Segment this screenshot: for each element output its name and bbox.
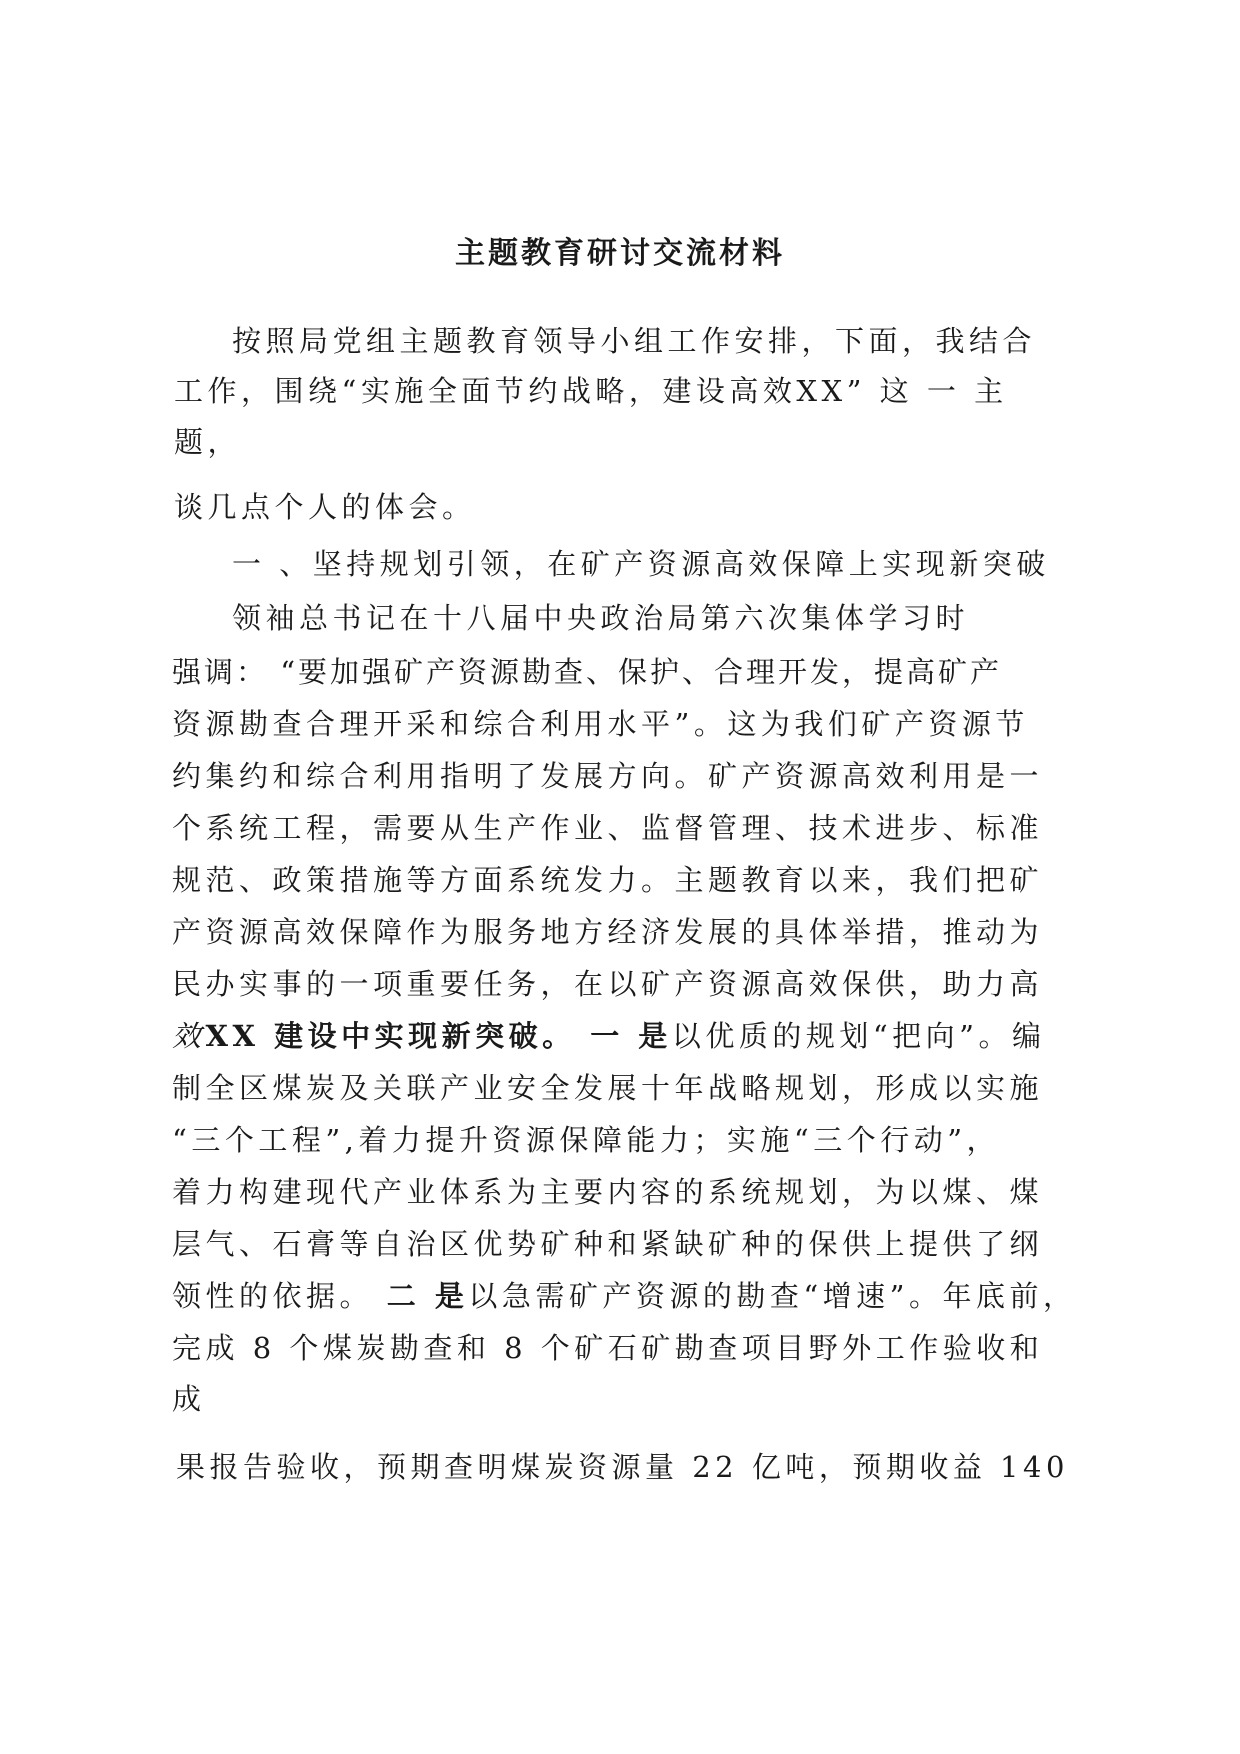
paragraph-line: 制全区煤炭及关联产业安全发展十年战略规划，形成以实施: [172, 1071, 1044, 1105]
paragraph-line: 资源勘查合理开采和综合利用水平”。这为我们矿产资源节: [172, 707, 1029, 741]
paragraph-line: 个系统工程，需要从生产作业、监督管理、技术进步、标准: [172, 811, 1044, 845]
text-run: 以优质的规划“把向”。编: [671, 1019, 1046, 1053]
paragraph-line: 产资源高效保障作为服务地方经济发展的具体举措，推动为: [172, 915, 1044, 949]
bold-text-run: 二 是: [386, 1279, 469, 1313]
paragraph-line: 着力构建现代产业体系为主要内容的系统规划，为以煤、煤: [172, 1175, 1044, 1209]
text-run: 以急需矿产资源的勘查“增速”。年底前，: [468, 1279, 1077, 1313]
paragraph-line: 强调： “要加强矿产资源勘查、保护、合理开发，提高矿产: [172, 655, 1003, 689]
paragraph-line: 题，: [174, 425, 242, 459]
bold-text-run: XX 建设中实现新突破。 一 是: [205, 1019, 672, 1053]
paragraph-line: 层气、石膏等自治区优势矿种和紧缺矿种的保供上提供了纲: [172, 1227, 1044, 1261]
paragraph-line: 规范、政策措施等方面系统发力。主题教育以来，我们把矿: [172, 863, 1044, 897]
page-title: 主题教育研讨交流材料: [455, 236, 785, 271]
paragraph-line: 约集约和综合利用指明了发展方向。矿产资源高效利用是一: [172, 759, 1044, 793]
paragraph-line: 完成 8 个煤炭勘查和 8 个矿石矿勘查项目野外工作验收和: [172, 1331, 1044, 1365]
paragraph-line: 成: [172, 1382, 206, 1416]
paragraph-line: “三个工程”,着力提升资源保障能力；实施“三个行动”，: [172, 1123, 1001, 1157]
text-run: 效: [172, 1019, 206, 1053]
paragraph-line: 按照局党组主题教育领导小组工作安排，下面，我结合: [232, 324, 1037, 358]
paragraph-line: 工作，围绕“实施全面节约战略，建设高效XX” 这 一 主: [174, 374, 1008, 408]
paragraph-line: 果报告验收，预期查明煤炭资源量 22 亿吨，预期收益 140: [176, 1450, 1069, 1484]
section-heading: 一 、坚持规划引领，在矿产资源高效保障上实现新突破: [232, 547, 1050, 581]
paragraph-line: [172, 1016, 1045, 1056]
text-run: 领性的依据。: [172, 1279, 387, 1313]
paragraph-line: 领袖总书记在十八届中央政治局第六次集体学习时: [232, 601, 970, 635]
paragraph-line: 民办实事的一项重要任务，在以矿产资源高效保供，助力高: [172, 967, 1044, 1001]
paragraph-line: 谈几点个人的体会。: [174, 490, 476, 524]
paragraph-line: [172, 1276, 1076, 1316]
